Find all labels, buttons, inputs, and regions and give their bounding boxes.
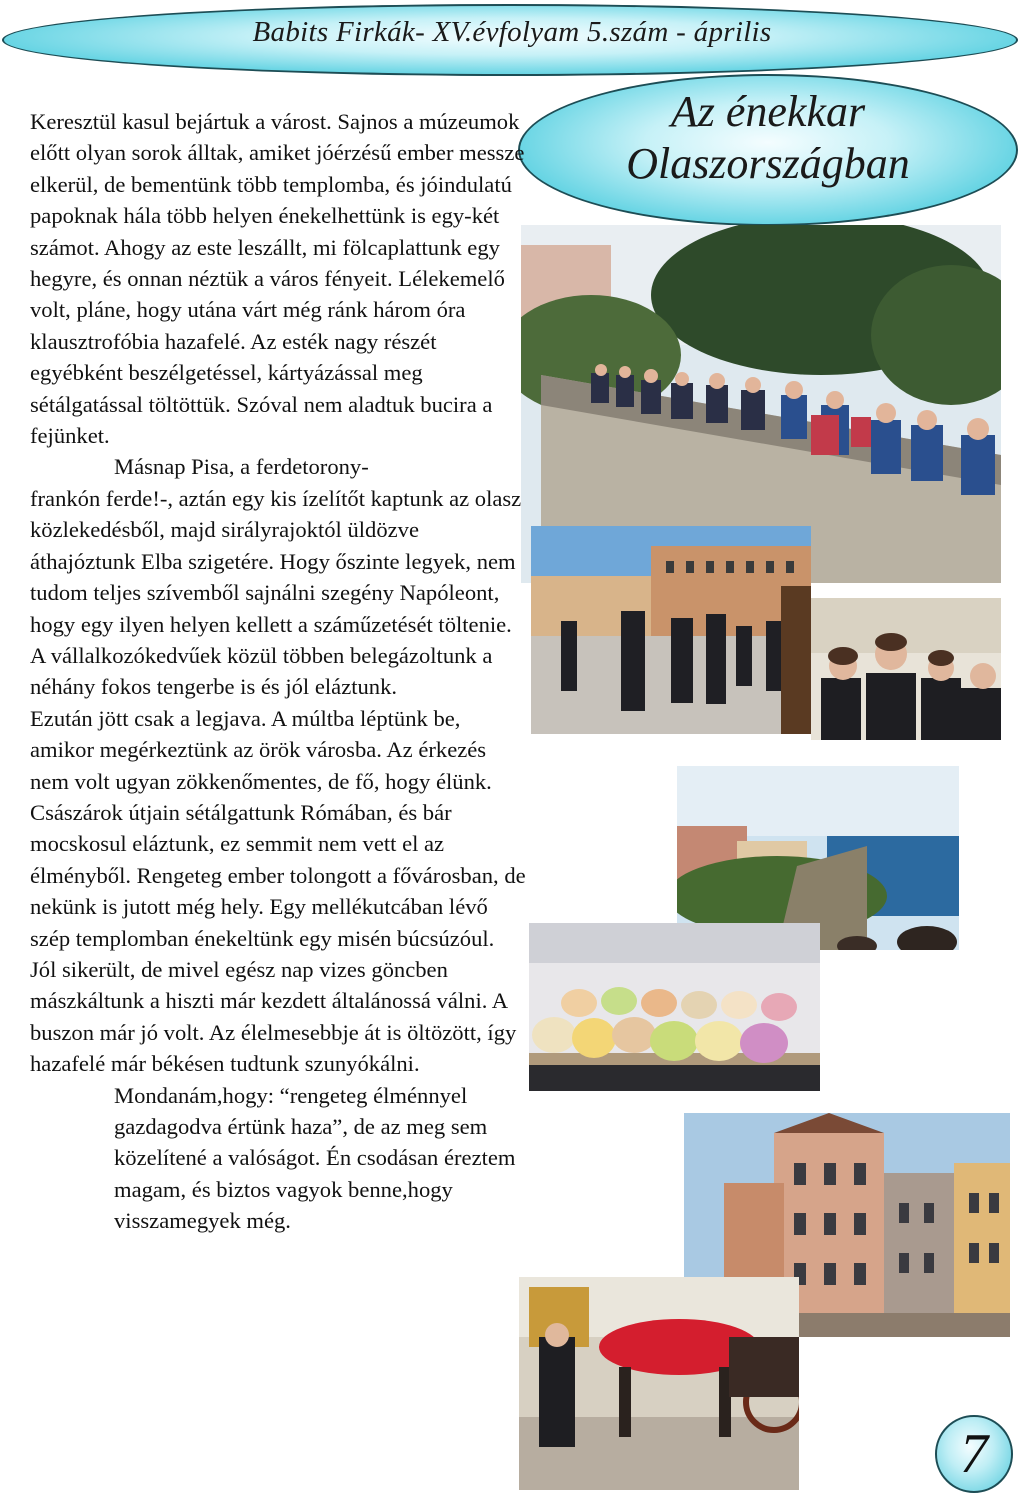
paragraph: Mondanám,hogy: “rengeteg élménnyel gazdagodva értünk haza”, de az meg sem közelítené a valóságot. Én csodásan éreztem magam, és biztos vagyok benne,hogy visszamegyek még. [114,1082,516,1234]
photo-group-portrait [811,598,1001,740]
paragraph: Másnap Pisa, a ferdetorony- [114,454,369,480]
publication-header: Babits Firkák- XV.évfolyam 5.szám - április [252,16,772,48]
article-title [518,86,1018,190]
paragraph: A vállalkozókedvűek közül többen belegázoltunk a néhány fokos tengerbe is és jól eláztunk. [30,642,493,700]
article-body [30,106,526,1237]
title-line-2: Olaszországban [626,139,910,188]
paragraph: frankón ferde!-, aztán egy kis ízelítőt kaptunk az olasz közlekedésből, majd sirályrajoktól üldözve áthajóztunk Elba szigetére. Hogy őszinte legyek, nem tudom teljes szívemből sajnálni szegény Napóleont, hogy egy ilyen helyen kellett a száműzetését töltenie. [30,485,522,637]
photo-gelato-display [529,923,820,1091]
paragraph: Keresztül kasul bejártuk a várost. Sajnos a múzeumok előtt olyan sorok álltak, amiket jóérzésű ember messze elkerül, de bementünk több templomba, és jóindulatú papoknak hála több helyen énekelhettünk is egy-két számot. Ahogy az este leszállt, mi fölcaplattunk egy hegyre, és onnan néztük a város fényeit. Lélekemelő volt, pláne, hogy utána várt még ránk három óra klausztrofóbia hazafelé. Az esték nagy részét egyébként beszélgetéssel, kártyázással meg sétálgatással töltöttük. Szóval nem aladtuk bucira a fejünket. [30,109,525,449]
photo-horse-carriage [519,1277,799,1490]
paragraph: Ezután jött csak a legjava. A múltba léptünk be, amikor megérkeztünk az örök városba. Az érkezés nem volt ugyan zökkenőmentes, de fő, hogy élünk. Császárok útjain sétálgattunk Rómában, és bár mocskosul eláztunk, ez semmit nem vett el az élményből. Rengeteg ember tolongott a fővárosban, de nekünk is jutott még hely. Egy mellékutcában lévő szép templomban énekeltünk egy misén búcsúzóul. Jól sikerült, de mivel egész nap vizes göncben mászkáltunk a hiszti már kezdett általánossá válni. A buszon már jó volt. Az élelmesebbje át is öltözött, így hazafelé már békésen tudtunk szunyókálni. [30,705,526,1077]
photo-pisa-piazza [531,526,811,734]
page-number: 7 [960,1423,988,1485]
title-line-1: Az énekkar [670,87,866,136]
